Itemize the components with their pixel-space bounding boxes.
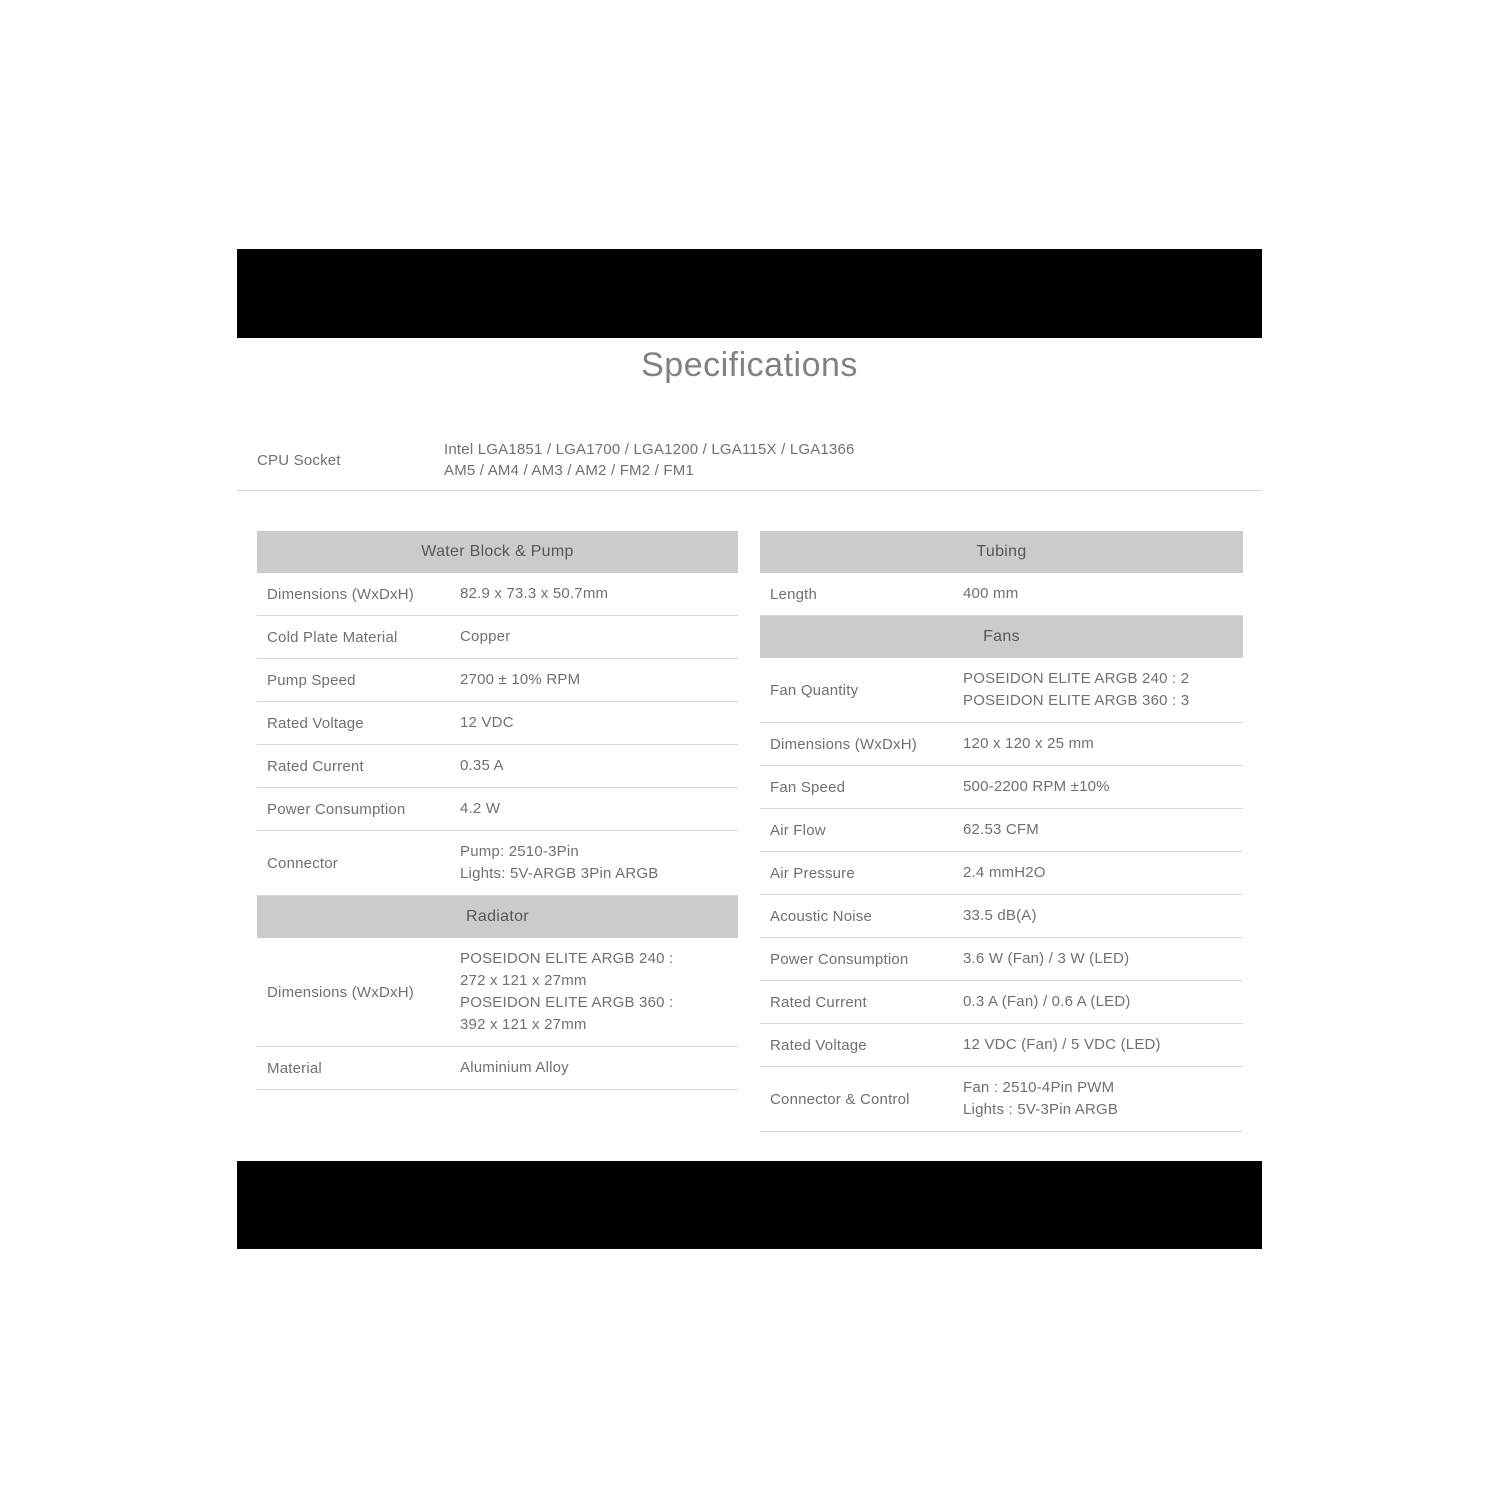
spec-label: Dimensions (WxDxH) — [770, 735, 917, 753]
spec-value: 2.4 mmH2O — [963, 864, 1046, 881]
spec-value: POSEIDON ELITE ARGB 240 : 2 POSEIDON ELITE ARGB 360 : 3 — [963, 670, 1190, 709]
cpu-socket-label: CPU Socket — [257, 451, 341, 469]
table-row — [257, 788, 738, 831]
table-row — [760, 573, 1243, 616]
table-row — [257, 745, 738, 788]
spec-value: 3.6 W (Fan) / 3 W (LED) — [963, 950, 1130, 967]
spec-value: 120 x 120 x 25 mm — [963, 735, 1094, 752]
table-row — [760, 658, 1243, 723]
spec-value: 2700 ± 10% RPM — [460, 671, 581, 688]
cpu-socket-value-line: AM5 / AM4 / AM3 / AM2 / FM2 / FM1 — [444, 462, 694, 479]
spec-value: 82.9 x 73.3 x 50.7mm — [460, 585, 609, 602]
spec-label: Power Consumption — [267, 800, 406, 818]
table-header-water-block-pump: Water Block & Pump — [257, 531, 738, 573]
table-row — [760, 852, 1243, 895]
table-row — [257, 659, 738, 702]
spec-label: Air Pressure — [770, 864, 855, 882]
spec-label: Power Consumption — [770, 950, 909, 968]
table-row — [257, 831, 738, 896]
table-row — [760, 981, 1243, 1024]
spec-label: Rated Voltage — [267, 714, 364, 732]
bottom-banner-image — [237, 1161, 1262, 1249]
table-row — [760, 895, 1243, 938]
spec-label: Rated Current — [267, 757, 364, 775]
table-header-tubing: Tubing — [760, 531, 1243, 573]
table-header-fans: Fans — [760, 616, 1243, 658]
table-row — [760, 766, 1243, 809]
cpu-socket-value-line: Intel LGA1851 / LGA1700 / LGA1200 / LGA115X / LGA1366 — [444, 441, 855, 458]
cpu-socket-row — [237, 430, 1262, 491]
spec-value: 12 VDC — [460, 714, 514, 731]
spec-value: 500-2200 RPM ±10% — [963, 778, 1110, 795]
spec-value: 4.2 W — [460, 800, 501, 817]
spec-value: Fan : 2510-4Pin PWM Lights : 5V-3Pin ARGB — [963, 1079, 1119, 1118]
spec-value: 0.35 A — [460, 757, 504, 774]
spec-label: Rated Current — [770, 993, 867, 1011]
table-row — [760, 938, 1243, 981]
spec-label: Acoustic Noise — [770, 907, 873, 925]
spec-label: Material — [267, 1059, 322, 1077]
spec-column-left — [257, 531, 738, 1090]
spec-label: Dimensions (WxDxH) — [267, 585, 414, 603]
page-title: Specifications — [641, 346, 858, 384]
spec-label: Connector & Control — [770, 1090, 910, 1108]
spec-column-right — [760, 531, 1243, 1132]
spec-label: Pump Speed — [267, 671, 356, 689]
table-row — [760, 1024, 1243, 1067]
spec-value: Aluminium Alloy — [460, 1059, 569, 1076]
table-row — [760, 1067, 1243, 1132]
spec-label: Fan Speed — [770, 778, 846, 796]
spec-label: Connector — [267, 854, 339, 872]
spec-label: Length — [770, 585, 818, 603]
spec-value: 400 mm — [963, 585, 1019, 602]
table-row — [257, 938, 738, 1047]
spec-value: Pump: 2510-3Pin Lights: 5V-ARGB 3Pin ARGB — [460, 843, 659, 882]
spec-value: Copper — [460, 628, 511, 645]
spec-value: 12 VDC (Fan) / 5 VDC (LED) — [963, 1036, 1161, 1053]
cpu-socket-value — [444, 439, 855, 481]
top-banner-image — [237, 249, 1262, 338]
spec-label: Air Flow — [770, 821, 826, 839]
table-header-radiator: Radiator — [257, 896, 738, 938]
table-row — [760, 809, 1243, 852]
spec-label: Fan Quantity — [770, 681, 859, 699]
table-row — [257, 616, 738, 659]
table-row — [257, 573, 738, 616]
table-row — [760, 723, 1243, 766]
spec-value: 0.3 A (Fan) / 0.6 A (LED) — [963, 993, 1131, 1010]
spec-value: POSEIDON ELITE ARGB 240 : 272 x 121 x 27mm POSEIDON ELITE ARGB 360 : 392 x 121 x 27mm — [460, 950, 674, 1033]
spec-label: Cold Plate Material — [267, 628, 398, 646]
table-row — [257, 702, 738, 745]
spec-value: 62.53 CFM — [963, 821, 1039, 838]
spec-label: Dimensions (WxDxH) — [267, 983, 414, 1001]
spec-label: Rated Voltage — [770, 1036, 867, 1054]
spec-value: 33.5 dB(A) — [963, 907, 1037, 924]
table-row — [257, 1047, 738, 1090]
